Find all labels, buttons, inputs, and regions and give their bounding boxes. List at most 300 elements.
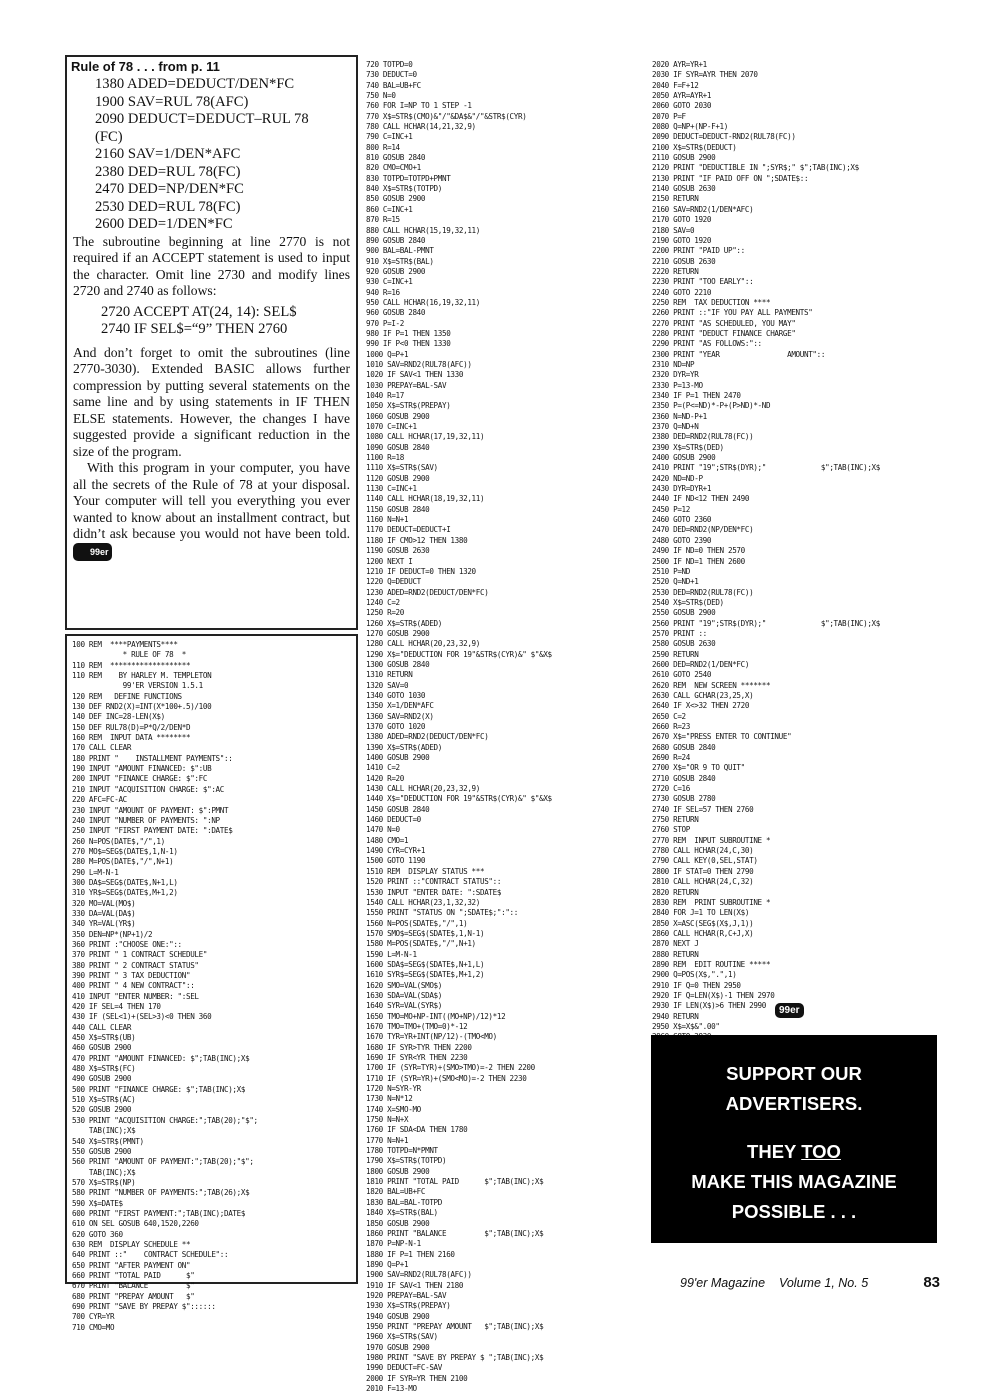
listing-line: 1620 SMO=VAL(SMO$) xyxy=(366,980,442,990)
listing-line: 2570 PRINT :: xyxy=(652,628,707,638)
listing-line: 1150 GOSUB 2840 xyxy=(366,504,430,514)
listing-line: 2590 RETURN xyxy=(652,649,699,659)
listing-line: 1090 GOSUB 2840 xyxy=(366,442,430,452)
listing-line: 1010 SAV=RND2(RUL78(AFC)) xyxy=(366,359,472,369)
listing-line: 270 MO$=SEG$(DATE$,1,N-1) xyxy=(72,846,178,856)
listing-line: 1350 X=1/DEN*AFC xyxy=(366,701,434,711)
listing-line: 550 GOSUB 2900 xyxy=(72,1146,132,1156)
listing-line: 2580 GOSUB 2630 xyxy=(652,639,716,649)
listing-line: 2050 AYR=AYR+1 xyxy=(652,91,712,101)
listing-line: 1120 GOSUB 2900 xyxy=(366,473,430,483)
paragraph-3-text: With this program in your computer, you have all the secrets of the Rule of 78 at your disposal. Your computer will tell you everything you ever wanted to know about an installment contract, but didn’t ask because you would not have been told. xyxy=(73,460,350,541)
listing-line: 1470 N=0 xyxy=(366,825,400,835)
listing-line: 260 N=POS(DATE$,"/",1) xyxy=(72,836,165,846)
listing-line: 2170 GOTO 1920 xyxy=(652,215,712,225)
listing-line: 2640 IF X<>32 THEN 2720 xyxy=(652,701,750,711)
ad-line-3-pre: THEY xyxy=(747,1141,802,1162)
listing-line: 2290 PRINT "AS FOLLOWS:":: xyxy=(652,339,762,349)
listing-line: 1220 Q=DEDUCT xyxy=(366,577,421,587)
listing-line: 1500 GOTO 1190 xyxy=(366,856,426,866)
listing-line: 650 PRINT "AFTER PAYMENT ON" xyxy=(72,1260,191,1270)
listing-line: 1940 GOSUB 2900 xyxy=(366,1311,430,1321)
listing-line: 1320 SAV=0 xyxy=(366,680,409,690)
listing-line: 280 M=POS(DATE$,"/",N+1) xyxy=(72,857,174,867)
listing-line: 2300 PRINT "YEAR AMOUNT":: xyxy=(652,349,826,359)
listing-line: 2270 PRINT "AS SCHEDULED, YOU MAY" xyxy=(652,318,796,328)
listing-line: 1510 REM DISPLAY STATUS *** xyxy=(366,866,485,876)
listing-line: 700 CYR=YR xyxy=(72,1312,115,1322)
paragraph-3 xyxy=(73,460,350,561)
listing-line: 1360 SAV=RND2(X) xyxy=(366,711,434,721)
listing-line: 1170 DEDUCT=DEDUCT+I xyxy=(366,525,451,535)
listing-line: 2680 GOSUB 2840 xyxy=(652,742,716,752)
listing-line: 220 AFC=FC-AC xyxy=(72,795,127,805)
listing-line: 2630 CALL GCHAR(23,25,X) xyxy=(652,690,754,700)
listing-line: 640 PRINT ::" CONTRACT SCHEDULE":: xyxy=(72,1250,229,1260)
code-change-line: 2600 DED=1/DEN*FC xyxy=(95,216,233,232)
listing-line: 1420 R=20 xyxy=(366,773,404,783)
listing-line: 920 GOSUB 2900 xyxy=(366,266,426,276)
listing-line: 2410 PRINT "19";STR$(DYR);" $";TAB(INC);X$ xyxy=(652,463,880,473)
listing-line: 960 GOSUB 2840 xyxy=(366,308,426,318)
listing-line: 1270 GOSUB 2900 xyxy=(366,628,430,638)
listing-line: 390 PRINT " 3 TAX DEDUCTION" xyxy=(72,971,191,980)
listing-line: 740 BAL=UB+FC xyxy=(366,80,421,90)
listing-line: 210 INPUT "ACQUISITION CHARGE: $":AC xyxy=(72,784,224,794)
listing-line: 520 GOSUB 2900 xyxy=(72,1105,132,1115)
listing-line: 430 IF (SEL<1)+(SEL>3)<0 THEN 360 xyxy=(72,1012,212,1022)
listing-line: 2390 X$=STR$(DED) xyxy=(652,442,724,452)
listing-line: 420 IF SEL=4 THEN 170 xyxy=(72,1002,161,1012)
code-snippet-line: 2720 ACCEPT AT(24, 14): SEL$ xyxy=(101,303,297,320)
listing-line: 2920 IF Q=LEN(X$)-1 THEN 2970 xyxy=(652,990,775,1000)
listing-line: 340 YR=VAL(YR$) xyxy=(72,919,136,929)
listing-line: 370 PRINT " 1 CONTRACT SCHEDULE" xyxy=(72,950,208,960)
code-change-line: 1900 SAV=RUL 78(AFC) xyxy=(95,93,249,110)
listing-line: 1140 CALL HCHAR(18,19,32,11) xyxy=(366,494,485,504)
page-footer xyxy=(680,1276,970,1290)
listing-line: 2320 DYR=YR xyxy=(652,370,699,380)
listing-line: 790 C=INC+1 xyxy=(366,132,413,142)
listing-line: 2480 GOTO 2390 xyxy=(652,535,712,545)
ad-line-4: MAKE THIS MAGAZINE xyxy=(691,1171,897,1192)
listing-line: 890 GOSUB 2840 xyxy=(366,235,426,245)
code-change-line: 2470 DED=NP/DEN*FC xyxy=(95,181,244,197)
listing-line: 190 INPUT "AMOUNT FINANCED: $":UB xyxy=(72,764,212,774)
listing-line: 1110 X$=STR$(SAV) xyxy=(366,463,438,473)
listing-line: 380 PRINT " 2 CONTRACT STATUS" xyxy=(72,960,199,970)
listing-line: 800 R=14 xyxy=(366,142,400,152)
listing-line: 1450 GOSUB 2840 xyxy=(366,804,430,814)
listing-line: 900 BAL=BAL-PMNT xyxy=(366,246,434,256)
listing-line: 2560 PRINT "19";STR$(DYR);" $";TAB(INC);X$ xyxy=(652,618,880,628)
listing-line: 940 R=16 xyxy=(366,287,400,297)
listing-line: 1570 SMO$=SEG$(SDATE$,1,N-1) xyxy=(366,928,485,938)
listing-line: 1130 C=INC+1 xyxy=(366,484,417,494)
listing-line: 1810 PRINT "TOTAL PAID $";TAB(INC);X$ xyxy=(366,1177,544,1187)
listing-line: 1530 INPUT "ENTER DATE: ":SDATE$ xyxy=(366,887,502,897)
listing-line: 2110 GOSUB 2900 xyxy=(652,153,716,163)
listing-line: 2870 NEXT J xyxy=(652,939,699,949)
listing-line: 1780 TOTPD=N*PMNT xyxy=(366,1146,438,1156)
listing-line: 2460 GOTO 2360 xyxy=(652,515,712,525)
listing-line: 2800 IF STAT=0 THEN 2790 xyxy=(652,866,754,876)
listing-line: 250 INPUT "FIRST PAYMENT DATE: ":DATE$ xyxy=(72,826,233,836)
listing-line: 2890 REM EDIT ROUTINE ***** xyxy=(652,959,771,969)
listing-line: 1900 SAV=RND2(RUL78(AFC)) xyxy=(366,1270,472,1280)
listing-line: 2900 Q=POS(X$,".",1) xyxy=(652,970,737,980)
program-listing-part-3 xyxy=(652,60,952,1125)
listing-line: 680 PRINT "PREPAY AMOUNT $" xyxy=(72,1291,195,1301)
listing-line: 2000 IF SYR=YR THEN 2100 xyxy=(366,1373,468,1383)
listing-line: 2500 IF ND=1 THEN 2600 xyxy=(652,556,745,566)
listing-line: 1930 X$=STR$(PREPAY) xyxy=(366,1301,451,1311)
listing-line: 1430 CALL HCHAR(20,23,32,9) xyxy=(366,784,480,794)
listing-line: 2200 PRINT "PAID UP":: xyxy=(652,246,745,256)
listing-line: 830 TOTPD=TOTPD+PMNT xyxy=(366,173,451,183)
listing-line: 2760 STOP xyxy=(652,825,690,835)
listing-line: 1880 IF P=1 THEN 2160 xyxy=(366,1249,455,1259)
listing-line: 2250 REM TAX DEDUCTION **** xyxy=(652,297,771,307)
listing-line: 110 REM BY HARLEY M. TEMPLETON xyxy=(72,671,212,681)
listing-line: 2690 R=24 xyxy=(652,753,690,763)
program-listing-part-1 xyxy=(65,634,358,1332)
listing-line: 1540 CALL HCHAR(23,1,32,32) xyxy=(366,897,480,907)
listing-line: 140 DEF INC=28-LEN(X$) xyxy=(72,712,165,722)
listing-line: 1230 ADED=RND2(DEDUCT/DEN*FC) xyxy=(366,587,489,597)
listing-line: TAB(INC);X$ xyxy=(72,1167,136,1177)
ad-line-2: ADVERTISERS. xyxy=(725,1093,863,1114)
listing-line: 750 N=0 xyxy=(366,91,396,101)
listing-line: 2740 IF SEL=57 THEN 2760 xyxy=(652,804,754,814)
listing-line: 2400 GOSUB 2900 xyxy=(652,453,716,463)
listing-line: 400 PRINT " 4 NEW CONTRACT":: xyxy=(72,981,195,991)
listing-line: 1920 PREPAY=BAL-SAV xyxy=(366,1290,447,1300)
listing-line: 2430 DYR=DYR+1 xyxy=(652,484,712,494)
listing-line: 930 C=INC+1 xyxy=(366,277,413,287)
listing-line: 2130 PRINT "IF PAID OFF ON ";SDATE$:: xyxy=(652,173,809,183)
listing-line: 660 PRINT "TOTAL PAID $" xyxy=(72,1270,195,1280)
listing-line: 1890 Q=P+1 xyxy=(366,1259,409,1269)
listing-line: 2420 ND=ND-P xyxy=(652,473,703,483)
listing-line: 1030 PREPAY=BAL-SAV xyxy=(366,380,447,390)
listing-line: 590 X$=DATE$ xyxy=(72,1198,123,1208)
listing-line: 2120 PRINT "DEDUCTIBLE IN ";SYR$;" $";TAB(INC);X$ xyxy=(652,163,859,173)
listing-line: 480 X$=STR$(FC) xyxy=(72,1064,136,1074)
listing-line: 1720 N=SYR-YR xyxy=(366,1084,421,1094)
listing-line: 1820 BAL=UB+FC xyxy=(366,1187,426,1197)
listing-line: 2770 REM INPUT SUBROUTINE * xyxy=(652,835,771,845)
listing-line: 1340 GOTO 1030 xyxy=(366,690,426,700)
listing-line: 2020 AYR=YR+1 xyxy=(652,60,707,69)
listing-line: 1830 BAL=BAL-TOTPD xyxy=(366,1197,442,1207)
listing-line: 360 PRINT :"CHOOSE ONE:":: xyxy=(72,939,182,949)
listing-line: 1760 IF SDA<DA THEN 1780 xyxy=(366,1125,468,1135)
page-number: 83 xyxy=(923,1274,940,1291)
listing-line: 1850 GOSUB 2900 xyxy=(366,1218,430,1228)
listing-line: 1520 PRINT ::"CONTRACT STATUS":: xyxy=(366,877,502,887)
listing-line: 950 CALL HCHAR(16,19,32,11) xyxy=(366,297,480,307)
listing-line: 1630 SDA=VAL(SDA$) xyxy=(366,990,442,1000)
listing-line: 240 INPUT "NUMBER OF PAYMENTS: ":NP xyxy=(72,815,220,825)
listing-line: 300 DA$=SEG$(DATE$,N+1,L) xyxy=(72,877,178,887)
listing-line: 2490 IF ND=0 THEN 2570 xyxy=(652,546,745,556)
listing-line: 1100 R=18 xyxy=(366,453,404,463)
listing-line: 1250 R=20 xyxy=(366,608,404,618)
listing-line: 1770 N=N+1 xyxy=(366,1135,409,1145)
listing-line: 2910 IF Q=0 THEN 2950 xyxy=(652,980,741,990)
listing-line: 1490 CYR=CYR+1 xyxy=(366,846,426,856)
listing-line: 2670 X$="PRESS ENTER TO CONTINUE" xyxy=(652,732,792,742)
code-change-line: 2530 DED=RUL 78(FC) xyxy=(95,198,241,215)
listing-line: 1400 GOSUB 2900 xyxy=(366,753,430,763)
listing-line: 2600 DED=RND2(1/DEN*FC) xyxy=(652,659,750,669)
listing-line: 1000 Q=P+1 xyxy=(366,349,409,359)
listing-line: 120 REM DEFINE FUNCTIONS xyxy=(72,691,182,701)
listing-line: 910 X$=STR$(BAL) xyxy=(366,256,434,266)
listing-line: 1860 PRINT "BALANCE $";TAB(INC);X$ xyxy=(366,1228,544,1238)
listing-line: 2440 IF ND<12 THEN 2490 xyxy=(652,494,750,504)
listing-line: 180 PRINT " INSTALLMENT PAYMENTS":: xyxy=(72,753,233,763)
listing-line: 2940 RETURN xyxy=(652,1011,699,1021)
listing-line: 510 X$=STR$(AC) xyxy=(72,1095,136,1105)
article-title: Rule of 78 . . . from p. 11 xyxy=(71,59,220,74)
listing-line: 670 PRINT "BALANCE $" xyxy=(72,1281,195,1291)
listing-line: 1740 X=SMO-MO xyxy=(366,1104,421,1114)
listing-line: 1200 NEXT I xyxy=(366,556,413,566)
listing-line: 2790 CALL KEY(0,SEL,STAT) xyxy=(652,856,758,866)
listing-line: 200 INPUT "FINANCE CHARGE: $":FC xyxy=(72,774,208,784)
listing-line: 710 CMO=MO xyxy=(72,1322,115,1332)
listing-line: 1210 IF DEDUCT=0 THEN 1320 xyxy=(366,566,476,576)
listing-line: 970 P=I-2 xyxy=(366,318,404,328)
listing-line: 810 GOSUB 2840 xyxy=(366,153,426,163)
listing-line: 1600 SDA$=SEG$(SDATE$,N+1,L) xyxy=(366,959,485,969)
listing-line: 600 PRINT "FIRST PAYMENT:";TAB(INC);DATE$ xyxy=(72,1208,246,1218)
listing-line: 2730 GOSUB 2780 xyxy=(652,794,716,804)
listing-line: 760 FOR I=NP TO 1 STEP -1 xyxy=(366,101,472,111)
listing-line: 2380 DED=RND2(RUL78(FC)) xyxy=(652,432,754,442)
listing-line: 880 CALL HCHAR(15,19,32,11) xyxy=(366,225,480,235)
listing-line: 2340 IF P=1 THEN 2470 xyxy=(652,391,741,400)
listing-line: 1750 N=N+X xyxy=(366,1115,409,1125)
listing-line: 100 REM ****PAYMENTS**** xyxy=(72,640,178,649)
listing-line: 1670 TYR=YR+INT(NP/12)-(TMO<MO) xyxy=(366,1032,497,1042)
listing-line: 1800 GOSUB 2900 xyxy=(366,1166,430,1176)
listing-line: 1700 IF (SYR=TYR)+(SMO>TMO)=-2 THEN 2200 xyxy=(366,1063,535,1073)
listing-line: 2540 X$=STR$(DED) xyxy=(652,597,724,607)
program-listing-part-2 xyxy=(366,60,651,1394)
listing-line: 2810 CALL HCHAR(24,C,32) xyxy=(652,877,754,887)
listing-line: 780 CALL HCHAR(14,21,32,9) xyxy=(366,122,476,132)
listing-line: 290 L=M-N-1 xyxy=(72,867,119,877)
listing-line: TAB(INC);X$ xyxy=(72,1126,136,1136)
listing-line: 150 DEF RUL78(D)=P*Q/2/DEN*D xyxy=(72,722,191,732)
code-snippet xyxy=(73,304,350,339)
listing-line: 1280 CALL HCHAR(20,23,32,9) xyxy=(366,639,480,649)
listing-end-logo-icon: 99er xyxy=(775,1003,804,1018)
listing-line: 1950 PRINT "PREPAY AMOUNT $";TAB(INC);X$ xyxy=(366,1321,544,1331)
listing-line: 610 ON SEL GOSUB 640,1520,2260 xyxy=(72,1219,199,1229)
magazine-logo-icon: 99er xyxy=(73,543,112,562)
listing-line: 2650 C=2 xyxy=(652,711,686,721)
listing-line: 2700 X$="OR 9 TO QUIT" xyxy=(652,763,745,773)
listing-line: 1680 IF SYR>TYR THEN 2200 xyxy=(366,1042,472,1052)
listing-line: 2100 X$=STR$(DEDUCT) xyxy=(652,142,737,152)
listing-line: 2660 R=23 xyxy=(652,722,690,731)
listing-line: 1070 C=INC+1 xyxy=(366,422,417,432)
listing-line: 1560 N=POS(SDATE$,"/",1) xyxy=(366,918,468,928)
listing-line: 1180 IF CMO>12 THEN 1380 xyxy=(366,535,468,545)
advertiser-support-ad xyxy=(651,1035,937,1243)
listing-line: 170 CALL CLEAR xyxy=(72,743,132,753)
paragraph-1: The subroutine beginning at line 2770 is not required if an ACCEPT statement is used to input the character. Omit line 2730 and modify lines 2720 and 2740 as follows: xyxy=(73,233,350,298)
listing-line: 530 PRINT "ACQUISITION CHARGE:";TAB(20);"$"; xyxy=(72,1115,258,1125)
listing-line: 310 YR$=SEG$(DATE$,M+1,2) xyxy=(72,888,178,898)
listing-line: 1370 GOTO 1020 xyxy=(366,722,426,731)
listing-line: 990 IF P<0 THEN 1330 xyxy=(366,339,451,349)
article-box xyxy=(65,55,358,630)
listing-line: 730 DEDUCT=0 xyxy=(366,70,417,80)
listing-line: * RULE OF 78 * xyxy=(72,650,186,660)
code-change-line: 2090 DEDUCT=DEDUCT–RUL 78 xyxy=(95,111,309,127)
listing-line: 1840 X$=STR$(BAL) xyxy=(366,1208,438,1218)
listing-line: 580 PRINT "NUMBER OF PAYMENTS:";TAB(26);X$ xyxy=(72,1188,250,1198)
footer-magazine: 99'er Magazine xyxy=(680,1276,766,1290)
listing-line: 2750 RETURN xyxy=(652,815,699,825)
listing-line: 1580 M=POS(SDATE$,"/",N+1) xyxy=(366,939,476,949)
listing-line: 1190 GOSUB 2630 xyxy=(366,546,430,556)
listing-line: 630 REM DISPLAY SCHEDULE ** xyxy=(72,1239,191,1249)
listing-line: 2840 FOR J=1 TO LEN(X$) xyxy=(652,908,750,918)
listing-line: 1690 IF SYR<YR THEN 2230 xyxy=(366,1053,468,1062)
listing-line: 1460 DEDUCT=0 xyxy=(366,815,421,825)
listing-line: 2710 GOSUB 2840 xyxy=(652,773,716,783)
ad-line-1: SUPPORT OUR xyxy=(726,1063,862,1084)
listing-line: 2310 ND=NP xyxy=(652,359,695,369)
listing-line: 870 R=15 xyxy=(366,215,400,225)
listing-line: 860 C=INC+1 xyxy=(366,204,413,214)
listing-line: 690 PRINT "SAVE BY PREPAY $":::::: xyxy=(72,1302,216,1311)
listing-line: 470 PRINT "AMOUNT FINANCED: $";TAB(INC);X$ xyxy=(72,1053,250,1063)
paragraph-2: And don’t forget to omit the subroutines (line 2770-3030). Extended BASIC allows further compression by putting several statements on the same line and by using statements in IF THEN ELSE statements. However, the changes I have suggested provide a significant reduction in the size of the program. xyxy=(73,344,350,459)
listing-line: 1160 N=N+1 xyxy=(366,515,409,525)
listing-line: 450 X$=STR$(UB) xyxy=(72,1033,136,1043)
listing-line: 1260 X$=STR$(ADED) xyxy=(366,618,442,628)
listing-line: 1390 X$=STR$(ADED) xyxy=(366,742,442,752)
listing-line: 1990 DEDUCT=FC-SAV xyxy=(366,1363,442,1373)
listing-line: 2230 PRINT "TOO EARLY":: xyxy=(652,277,754,287)
listing-line: 2850 X=ASC(SEG$(X$,J,1)) xyxy=(652,918,754,928)
listing-line: 1310 RETURN xyxy=(366,670,413,680)
listing-line: 2830 REM PRINT SUBROUTINE * xyxy=(652,897,771,907)
listing-line: 2450 P=12 xyxy=(652,504,690,514)
listing-line: 2180 SAV=0 xyxy=(652,225,695,235)
listing-line: 2350 P=(P<=ND)*-P+(P>ND)*-ND xyxy=(652,401,771,411)
listing-line: 110 REM ******************* xyxy=(72,660,191,670)
listing-line: 2040 F=F+12 xyxy=(652,80,699,90)
listing-line: 1290 X$="DEDUCTION FOR 19"&STR$(CYR)&" $"&X$ xyxy=(366,649,552,659)
listing-line: 2930 IF LEN(X$)>6 THEN 2990 xyxy=(652,1001,766,1011)
listing-line: 1730 N=N*12 xyxy=(366,1094,413,1104)
listing-line: 1870 P=NP-N-1 xyxy=(366,1239,421,1249)
listing-line: 1480 CMO=1 xyxy=(366,835,409,845)
listing-line: 230 INPUT "AMOUNT OF PAYMENT: $":PMNT xyxy=(72,805,229,815)
listing-line: 820 CMO=CMO+1 xyxy=(366,163,421,173)
listing-line: 99'ER VERSION 1.5.1 xyxy=(72,681,203,691)
listing-line: 1710 IF (SYR=YR)+(SMO<MO)=-2 THEN 2230 xyxy=(366,1073,527,1083)
listing-line: 2010 F=13-MO xyxy=(366,1384,417,1393)
listing-line: 770 X$=STR$(CMO)&"/"&DA$&"/"&STR$(CYR) xyxy=(366,111,527,121)
listing-line: 440 CALL CLEAR xyxy=(72,1022,132,1032)
listing-line: 2530 DED=RND2(RUL78(FC)) xyxy=(652,587,754,597)
listing-line: 560 PRINT "AMOUNT OF PAYMENT:";TAB(20);"$"; xyxy=(72,1157,254,1167)
listing-line: 1650 TMO=MO+NP-INT((MO+NP)/12)*12 xyxy=(366,1011,506,1021)
listing-line: 2860 CALL HCHAR(R,C+J,X) xyxy=(652,928,754,938)
listing-line: 2820 RETURN xyxy=(652,887,699,897)
listing-line: 2080 Q=NP+(NP-F+1) xyxy=(652,122,728,132)
listing-line: 2510 P=ND xyxy=(652,566,690,576)
listing-col3-text xyxy=(652,60,952,1125)
code-change-line: (FC) xyxy=(95,128,123,145)
listing-line: 2370 Q=ND+N xyxy=(652,422,699,432)
listing-line: 2470 DED=RND2(NP/DEN*FC) xyxy=(652,525,754,535)
listing-col2-text xyxy=(366,60,651,1394)
code-change-line: 2160 SAV=1/DEN*AFC xyxy=(95,146,241,162)
listing-line: 1300 GOSUB 2840 xyxy=(366,659,430,669)
listing-line: 2150 RETURN xyxy=(652,194,699,204)
code-changes xyxy=(73,76,350,234)
listing-line: 1060 GOSUB 2900 xyxy=(366,411,430,421)
listing-line: 1640 SYR=VAL(SYR$) xyxy=(366,1001,442,1011)
listing-line: 410 INPUT "ENTER NUMBER: ":SEL xyxy=(72,991,199,1001)
listing-col1-text xyxy=(72,640,356,1333)
listing-line: 2190 GOTO 1920 xyxy=(652,235,712,245)
listing-line: 1080 CALL HCHAR(17,19,32,11) xyxy=(366,432,485,442)
listing-line: 1550 PRINT "STATUS ON ";SDATE$;":":: xyxy=(366,908,518,918)
listing-line: 2090 DEDUCT=DEDUCT-RND2(RUL78(FC)) xyxy=(652,132,796,142)
listing-line: 1670 TMO=TMO+(TMO=0)*-12 xyxy=(366,1021,468,1031)
listing-line: 2030 IF SYR=AYR THEN 2070 xyxy=(652,70,758,80)
listing-line: 1960 X$=STR$(SAV) xyxy=(366,1332,438,1342)
listing-line: 2210 GOSUB 2630 xyxy=(652,256,716,266)
listing-line: 1410 C=2 xyxy=(366,763,400,773)
listing-line: 1970 GOSUB 2900 xyxy=(366,1342,430,1352)
code-change-line: 2380 DED=RUL 78(FC) xyxy=(95,163,241,180)
ad-line-3 xyxy=(651,1137,937,1167)
listing-line: 2140 GOSUB 2630 xyxy=(652,184,716,194)
ad-line-3-emphasis: TOO xyxy=(801,1141,841,1162)
listing-line: 460 GOSUB 2900 xyxy=(72,1043,132,1053)
listing-line: 1980 PRINT "SAVE BY PREPAY $ ";TAB(INC);X$ xyxy=(366,1352,544,1362)
listing-line: 570 X$=STR$(NP) xyxy=(72,1177,136,1187)
listing-line: 490 GOSUB 2900 xyxy=(72,1074,132,1084)
listing-line: 2950 X$=X$&".00" xyxy=(652,1021,720,1031)
footer-issue: Volume 1, No. 5 xyxy=(778,1276,869,1290)
listing-line: 1610 SYR$=SEG$(SDATE$,M+1,2) xyxy=(366,970,485,980)
listing-line: 160 REM INPUT DATA ******** xyxy=(72,733,191,743)
code-snippet-line: 2740 IF SEL$=“9” THEN 2760 xyxy=(101,321,288,337)
listing-line: 2160 SAV=RND2(1/DEN*AFC) xyxy=(652,204,754,214)
listing-line: 1790 X$=STR$(TOTPD) xyxy=(366,1156,447,1166)
listing-line: 1240 C=2 xyxy=(366,597,400,607)
code-change-line: 1380 ADED=DEDUCT/DEN*FC xyxy=(95,76,295,92)
listing-line: 1040 R=17 xyxy=(366,391,404,400)
listing-line: 2240 GOTO 2210 xyxy=(652,287,712,297)
listing-line: 2280 PRINT "DEDUCT FINANCE CHARGE" xyxy=(652,328,796,338)
listing-line: 1380 ADED=RND2(DEDUCT/DEN*FC) xyxy=(366,732,489,742)
listing-line: 320 MO=VAL(MO$) xyxy=(72,898,136,908)
